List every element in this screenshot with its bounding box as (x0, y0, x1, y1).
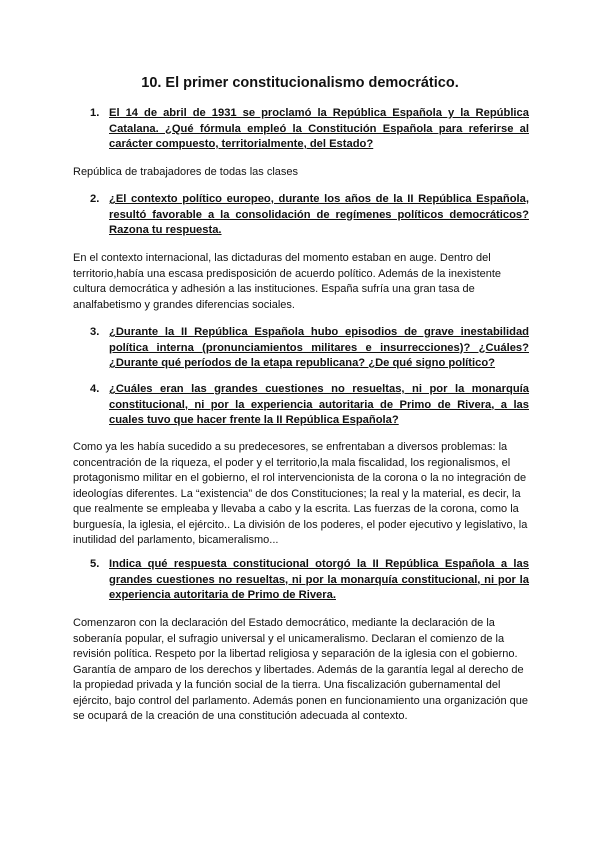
question-number: 4. (90, 383, 100, 395)
question-text: ¿El contexto político europeo, durante los años de la II República Española, resultó favorable a la consolidación de regímenes políticos democráticos? Razona tu respuesta. (109, 193, 529, 236)
answer-1: República de trabajadores de todas las clases (73, 166, 299, 178)
question-5 (90, 557, 529, 604)
answer-5: Comenzaron con la declaración del Estado democrático, mediante la declaración de la soberanía popular, el sufragio universal y el unicameralismo. Declaran el comienzo de la revisión política. Respeto por la libertad religiosa y separación de la iglesia con el gobierno. Garantía de amparo de los derechos y libertades. Además de la garantía legal al derecho de la propiedad privada y la función social de la tierra. Una fiscalización gubernamental del ejército, bajo control del parlamento. Además ponen en funcionamiento una organización que se ocupará de la creación de una constitución adecuada al contexto. (73, 617, 528, 722)
answer-2: En el contexto internacional, las dictaduras del momento estaban en auge. Dentro del territorio,había una escasa predisposición de acuerdo político. Además de la inexistente cultura democrática y adhesión a las instituciones. España sufría una gran tasa de analfabetismo y grandes diferencias sociales. (73, 252, 502, 311)
question-2 (90, 192, 529, 239)
question-4 (90, 382, 529, 429)
question-number: 1. (90, 107, 100, 119)
question-number: 3. (90, 326, 100, 338)
question-number: 2. (90, 193, 100, 205)
answer-4: Como ya les había sucedido a su predecesores, se enfrentaban a diversos problemas: la concentración de la riqueza, el poder y el territorio,la mala fiscalidad, los regionalismos, el protagonismo militar en el gobierno, el rol intervencionista de la corona o la no integración de ideologías diferentes. La “existencia” de dos Constituciones; la real y la material, es decir, la que realmente se empleaba y llevaba a cabo y la escrita. Las fuerzas de la corona, como la burguesía, la iglesia, el ejército.. La división de los poderes, el poder ejecutivo y legislativo, la inutilidad del parlamento, bicameralismo... (73, 441, 528, 546)
question-text: El 14 de abril de 1931 se proclamó la República Española y la República Catalana. ¿Qué fórmula empleó la Constitución Española para referirse al carácter compuesto, territorialmente, del Estado? (109, 107, 529, 150)
page-title: 10. El primer constitucionalismo democrático. (141, 75, 459, 91)
question-1 (90, 106, 529, 153)
question-text: Indica qué respuesta constitucional otorgó la II República Española a las grandes cuestiones no resueltas, ni por la monarquía constitucional, ni por la experiencia autoritaria de Primo de Rivera. (109, 558, 529, 601)
question-text: ¿Cuáles eran las grandes cuestiones no resueltas, ni por la monarquía constitucional, ni por la experiencia autoritaria de Primo de Rivera, a las cuales tuvo que hacer frente la II República Española? (109, 383, 529, 426)
question-number: 5. (90, 558, 100, 570)
question-3 (90, 325, 529, 372)
question-text: ¿Durante la II República Española hubo episodios de grave inestabilidad política interna (pronunciamientos militares e insurrecciones)? ¿Cuáles? ¿Durante qué períodos de la etapa republicana? ¿De qué signo político? (109, 326, 529, 369)
